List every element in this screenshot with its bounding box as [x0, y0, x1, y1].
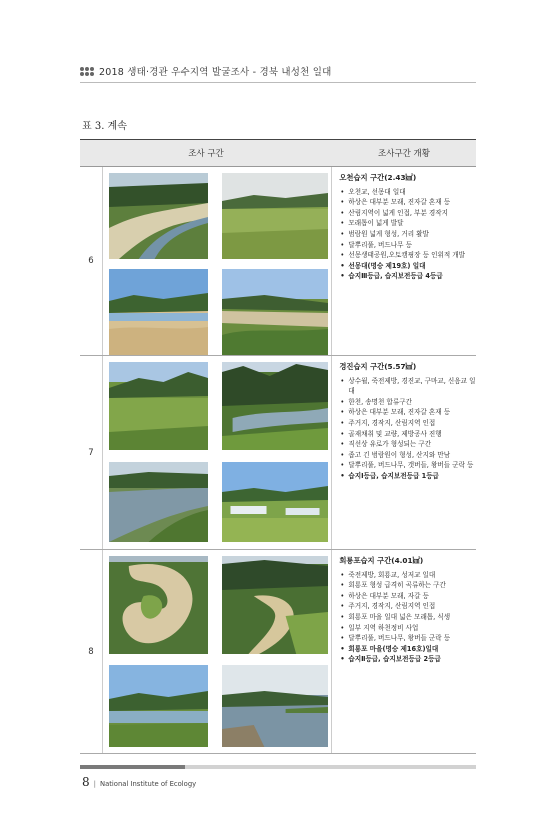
overview-item: • 범람원 넓게 형성, 거리 활발 [339, 229, 476, 240]
header-divider [80, 82, 476, 83]
wetland-photo [222, 362, 328, 450]
overview-item: • 달뿌리풀, 버드나무 등 [339, 240, 476, 251]
column-header-section: 조사 구간 [188, 149, 224, 159]
overview-item-emphasis: • 습지Ⅲ등급, 습지보전등급 4등급 [339, 271, 476, 282]
column-header-overview: 조사구간 개황 [378, 149, 430, 159]
overview-item: • 일부 지역 하천정비 사업 [339, 623, 476, 634]
overview-item: • 죽전제방, 회룡교, 성저교 일대 [339, 570, 476, 581]
overview-item: • 좁고 긴 범람원이 형성, 산지와 만남 [339, 450, 476, 461]
row-number: 7 [80, 356, 103, 549]
overview-item: • 한천, 송명천 합류구간 [339, 397, 476, 408]
wetland-photo [222, 173, 328, 259]
section-title: 오천습지 구간(2.43㎢) [339, 173, 417, 182]
overview-item: • 골재채취 및 교량, 제방공사 진행 [339, 429, 476, 440]
section-overview [332, 550, 476, 753]
overview-item: • 달뿌리풀, 버드나무, 갯버들, 왕버들 군락 등 [339, 460, 476, 471]
wetland-photo [222, 665, 328, 747]
wetland-photo [109, 269, 208, 355]
wetland-photo [222, 269, 328, 355]
row-number: 6 [80, 167, 103, 355]
table-row-7 [80, 356, 476, 550]
row-number: 8 [80, 550, 103, 753]
wetland-photo [109, 362, 208, 450]
section-title: 경진습지 구간(5.57㎢) [339, 362, 417, 371]
overview-item: • 상수월, 죽전제방, 경진교, 구마교, 신음교 일대 [339, 376, 476, 397]
overview-item-emphasis: • 회룡포 마을(명승 제16호)일대 [339, 644, 476, 655]
overview-item: • 모래톱이 넓게 발달 [339, 218, 476, 229]
overview-item: • 주거지, 경작지, 산림지역 인접 [339, 418, 476, 429]
wetland-photo [109, 556, 208, 654]
table-caption: 표 3. 계속 [82, 121, 127, 132]
table-row-6 [80, 167, 476, 356]
photo-grid [103, 356, 332, 549]
overview-item: • 하상은 대부분 모래, 진자갈 혼재 등 [339, 407, 476, 418]
photo-grid [103, 167, 332, 355]
overview-item-emphasis: • 선몽대(명승 제19호) 일대 [339, 261, 476, 272]
table-row-8 [80, 550, 476, 754]
overview-item: • 주거지, 경작지, 산림지역 인접 [339, 601, 476, 612]
overview-item: • 달뿌리풀, 버드나무, 왕버들 군락 등 [339, 633, 476, 644]
overview-list [339, 376, 476, 482]
running-header [80, 62, 480, 80]
section-title: 회룡포습지 구간(4.01㎢) [339, 556, 424, 565]
section-overview [332, 356, 476, 549]
overview-item-emphasis: • 습지Ⅰ등급, 습지보전등급 1등급 [339, 471, 476, 482]
overview-item-emphasis: • 습지Ⅱ등급, 습지보전등급 2등급 [339, 654, 476, 665]
overview-item: • 회룡포 마을 일대 넓은 모래톱, 식생 [339, 612, 476, 623]
overview-item: • 오천교, 선몽대 일대 [339, 187, 476, 198]
wetland-photo [109, 173, 208, 259]
photo-grid [103, 550, 332, 753]
wetland-photo [222, 462, 328, 542]
overview-item: • 하상은 대부분 모래, 자갈 등 [339, 591, 476, 602]
overview-item: • 회룡포 형성 급격히 곡류하는 구간 [339, 580, 476, 591]
overview-item: • 선몽생태공원,오토캠핑장 등 인위적 개발 [339, 250, 476, 261]
footer-rule [80, 765, 476, 769]
footer-separator: | [93, 780, 96, 788]
header-title: 2018 생태·경관 우수지역 발굴조사 - 경북 내성천 일대 [99, 67, 332, 78]
overview-item: • 직선상 유로가 형성되는 구간 [339, 439, 476, 450]
overview-list [339, 187, 476, 282]
page-footer [82, 775, 196, 789]
overview-item: • 산림지역이 넓게 인접, 부분 경작지 [339, 208, 476, 219]
wetland-photo [109, 665, 208, 747]
survey-table [80, 139, 476, 754]
wetland-photo [222, 556, 328, 654]
page-number: 8 [82, 775, 90, 789]
section-overview [332, 167, 476, 355]
overview-item: • 하상은 대부분 모래, 진자갈 혼재 등 [339, 197, 476, 208]
institute-name: National Institute of Ecology [100, 780, 197, 788]
overview-list [339, 570, 476, 665]
table-header-row [80, 139, 476, 167]
wetland-photo [109, 462, 208, 542]
header-dots-icon [80, 67, 94, 76]
